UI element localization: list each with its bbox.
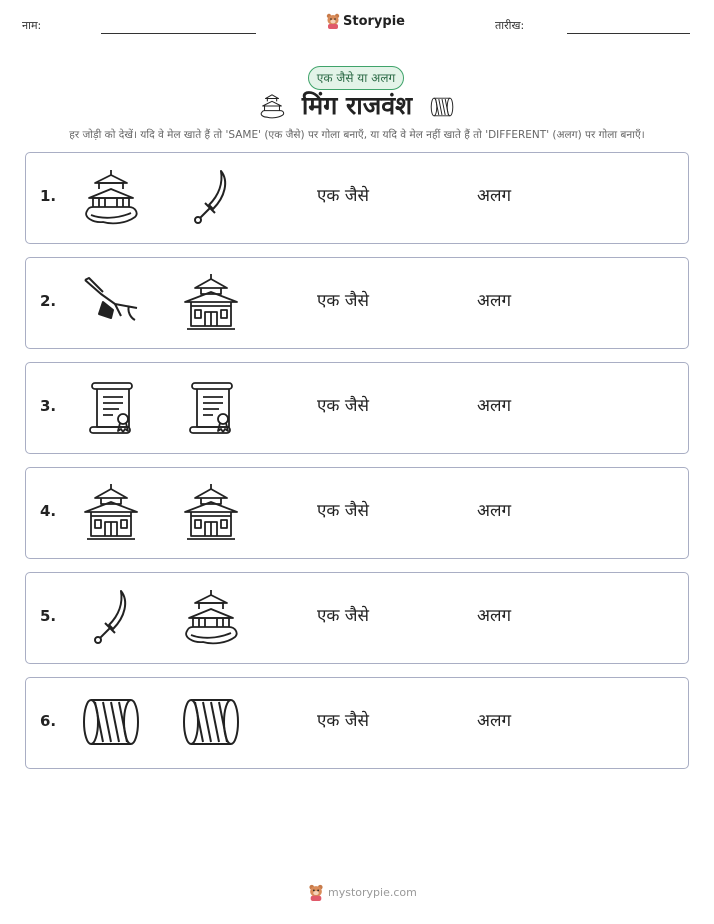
sword-icon: [81, 587, 141, 647]
question-number: 3.: [40, 397, 57, 415]
different-option[interactable]: अलग: [477, 501, 512, 521]
drum-icon: [81, 692, 141, 752]
question-row: [25, 572, 689, 664]
footer: [308, 884, 417, 901]
question-row: [25, 362, 689, 454]
scroll-icon: [81, 377, 141, 437]
footer-url: mystorypie.com: [328, 886, 417, 899]
question-number: 6.: [40, 712, 57, 730]
sword-icon: [181, 167, 241, 227]
name-line[interactable]: [101, 33, 256, 34]
palace-island-icon: [81, 167, 141, 227]
question-number: 1.: [40, 187, 57, 205]
scroll-icon: [181, 377, 241, 437]
same-option[interactable]: एक जैसे: [317, 186, 369, 206]
same-option[interactable]: एक जैसे: [317, 711, 369, 731]
palace-island-icon: [181, 587, 241, 647]
different-option[interactable]: अलग: [477, 291, 512, 311]
question-row: [25, 257, 689, 349]
same-option[interactable]: एक जैसे: [317, 291, 369, 311]
bear-logo-icon: [326, 13, 340, 29]
different-option[interactable]: अलग: [477, 396, 512, 416]
name-label: नाम:: [22, 19, 42, 32]
brand-logo: [326, 13, 405, 29]
drum-icon: [428, 95, 456, 123]
different-option[interactable]: अलग: [477, 711, 512, 731]
question-row: [25, 677, 689, 769]
bear-logo-icon: [308, 884, 324, 901]
worksheet-type-badge: एक जैसे या अलग: [308, 66, 404, 90]
instructions: हर जोड़ी को देखें। यदि वे मेल खाते हैं तो 'SAME' (एक जैसे) पर गोला बनाएँ, या यदि वे मेल नहीं खाते हैं तो 'DIFFERENT' (अलग) पर गोला बनाएँ।: [69, 129, 645, 141]
temple-icon: [81, 482, 141, 542]
date-label: तारीख:: [495, 19, 525, 32]
same-option[interactable]: एक जैसे: [317, 396, 369, 416]
different-option[interactable]: अलग: [477, 606, 512, 626]
question-number: 5.: [40, 607, 57, 625]
temple-icon: [181, 482, 241, 542]
question-row: [25, 467, 689, 559]
different-option[interactable]: अलग: [477, 186, 512, 206]
question-number: 4.: [40, 502, 57, 520]
same-option[interactable]: एक जैसे: [317, 501, 369, 521]
brand-name: Storypie: [343, 13, 405, 29]
same-option[interactable]: एक जैसे: [317, 606, 369, 626]
temple-icon: [181, 272, 241, 332]
drum-icon: [181, 692, 241, 752]
page-title: मिंग राजवंश: [301, 91, 413, 120]
plow-icon: [81, 272, 141, 332]
date-line[interactable]: [567, 33, 690, 34]
question-number: 2.: [40, 292, 57, 310]
question-row: [25, 152, 689, 244]
